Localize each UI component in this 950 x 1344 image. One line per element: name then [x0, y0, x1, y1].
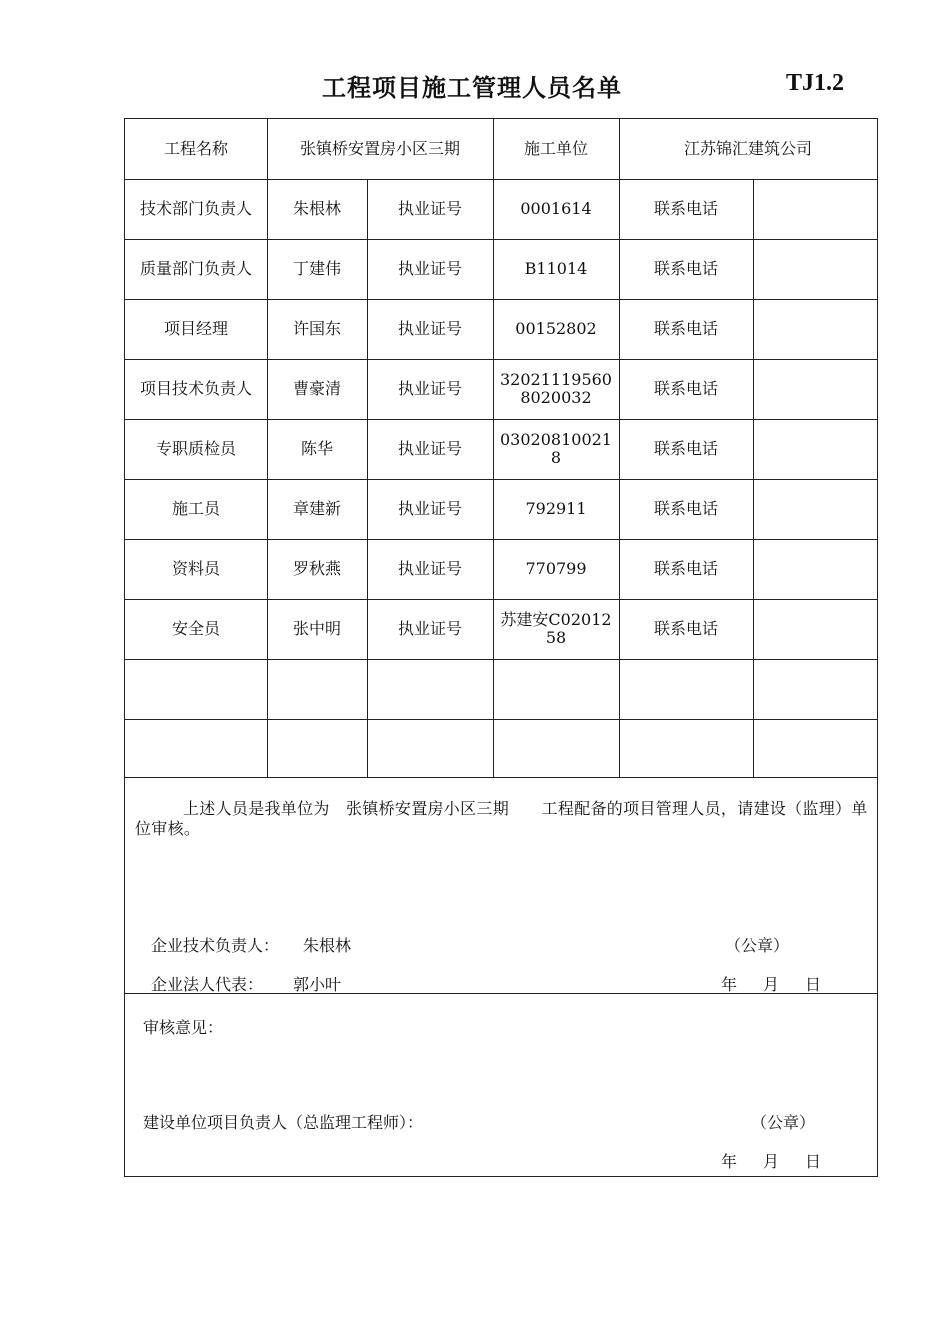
phone-value-cell [753, 179, 877, 239]
license-label-cell: 执业证号 [397, 559, 462, 578]
person-name-cell: 罗秋燕 [292, 559, 341, 578]
phone-value-cell [753, 299, 877, 359]
phone-label-cell: 联系电话 [653, 619, 718, 638]
role-cell: 技术部门负责人 [139, 199, 252, 218]
legal-rep-name: 郭小叶 [293, 975, 342, 994]
license-number-cell: 030208100218 [500, 430, 612, 467]
owner-seal: （公章） [751, 1113, 816, 1132]
date-month: 月 [763, 975, 780, 994]
license-number-cell: 00152802 [515, 319, 597, 338]
review-date-year: 年 [721, 1152, 738, 1171]
license-label-cell: 执业证号 [397, 379, 462, 398]
owner-signer-label: 建设单位项目负责人（总监理工程师）： [143, 1113, 424, 1132]
license-number-cell: 苏建安C0201258 [500, 610, 612, 647]
legal-rep-label: 企业法人代表： [151, 975, 264, 994]
license-label-cell: 执业证号 [397, 439, 462, 458]
role-cell: 施工员 [171, 499, 220, 518]
form-title: 工程项目施工管理人员名单 [322, 73, 622, 102]
phone-label-cell: 联系电话 [653, 559, 718, 578]
construction-unit-value: 江苏锦汇建筑公司 [683, 139, 812, 158]
license-number-cell: 770799 [525, 559, 587, 578]
phone-value-cell [753, 539, 877, 599]
form-code: TJ1.2 [786, 70, 845, 96]
construction-unit-label: 施工单位 [523, 139, 588, 158]
person-name-cell: 陈华 [300, 439, 333, 458]
personnel-form [124, 118, 878, 1177]
license-label-cell: 执业证号 [397, 199, 462, 218]
person-name-cell: 丁建伟 [292, 259, 341, 278]
person-name-cell: 许国东 [292, 319, 341, 338]
role-cell: 专职质检员 [155, 439, 236, 458]
phone-value-cell [753, 359, 877, 419]
phone-label-cell: 联系电话 [653, 499, 718, 518]
row-divider [125, 719, 877, 720]
review-date-month: 月 [763, 1152, 780, 1171]
person-name-cell: 张中明 [292, 619, 341, 638]
license-label-cell: 执业证号 [397, 259, 462, 278]
tech-lead-label: 企业技术负责人： [151, 936, 280, 955]
person-name-cell: 朱根林 [292, 199, 341, 218]
person-name-cell: 曹豪清 [292, 379, 341, 398]
company-seal: （公章） [725, 936, 790, 955]
license-number-cell: 0001614 [520, 199, 592, 218]
person-name-cell: 章建新 [292, 499, 341, 518]
license-label-cell: 执业证号 [397, 619, 462, 638]
phone-value-cell [753, 419, 877, 479]
license-number-cell: 320211195608020032 [500, 370, 612, 407]
row-divider [125, 659, 877, 660]
license-label-cell: 执业证号 [397, 499, 462, 518]
row-divider [125, 777, 877, 778]
review-opinion-label: 审核意见： [143, 1018, 224, 1037]
phone-label-cell: 联系电话 [653, 439, 718, 458]
phone-label-cell: 联系电话 [653, 199, 718, 218]
role-cell: 质量部门负责人 [139, 259, 252, 278]
role-cell: 项目技术负责人 [139, 379, 252, 398]
date-day: 日 [805, 975, 822, 994]
project-name-value: 张镇桥安置房小区三期 [299, 139, 460, 158]
phone-value-cell [753, 239, 877, 299]
license-number-cell: 792911 [525, 499, 587, 518]
license-label-cell: 执业证号 [397, 319, 462, 338]
role-cell: 安全员 [171, 619, 220, 638]
phone-label-cell: 联系电话 [653, 259, 718, 278]
license-number-cell: B11014 [524, 259, 588, 278]
phone-value-cell [753, 479, 877, 539]
phone-label-cell: 联系电话 [653, 379, 718, 398]
phone-value-cell [753, 599, 877, 659]
role-cell: 项目经理 [163, 319, 228, 338]
project-name-label: 工程名称 [163, 139, 228, 158]
statement-text: 上述人员是我单位为 张镇桥安置房小区三期 工程配备的项目管理人员，请建设（监理）单位审核。 [135, 799, 868, 838]
phone-label-cell: 联系电话 [653, 319, 718, 338]
date-year: 年 [721, 975, 738, 994]
review-date-day: 日 [805, 1152, 822, 1171]
role-cell: 资料员 [171, 559, 220, 578]
tech-lead-name: 朱根林 [303, 936, 352, 955]
